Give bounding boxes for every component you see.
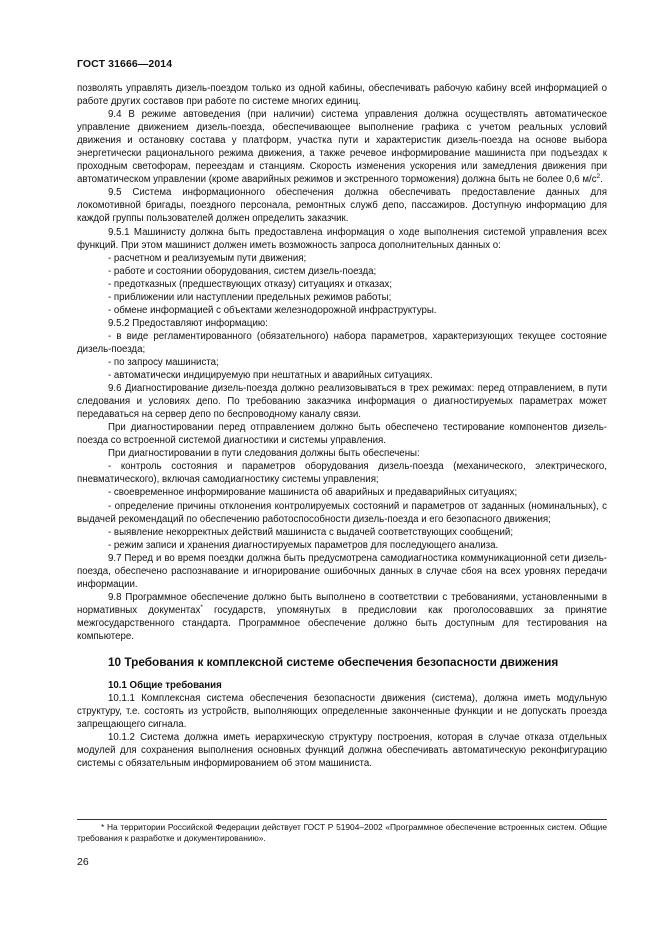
list-item: - расчетном и реализуемым пути движения; [108, 252, 307, 264]
paragraph-9-5: 9.5 Система информационного обеспечения должна обеспечивать предоставление данных для локомотивной бригады, поездного персонала, ремонтных служб депо, пассажиров. Доступную информацию для каждой группы пользователей должен определить заказчик. [77, 187, 607, 225]
superscript: 2 [596, 173, 601, 181]
paragraph-9-5-1: 9.5.1 Машинисту должна быть предоставлена информация о ходе выполнения системой управления всех функций. При этом машинист должен иметь возможность запроса дополнительных данных о: [77, 226, 607, 251]
paragraph: При диагностировании в пути следования должны быть обеспечены: [108, 448, 420, 460]
page-number: 26 [77, 856, 89, 868]
list-item: - определение причины отклонения контролируемых состояний и параметров от заданных (номинальных), с выдачей рекомендаций по обеспечению работоспособности дизель-поезда и его безопасного движения; [77, 500, 607, 525]
paragraph-9-5-2: 9.5.2 Предоставляют информацию: [108, 317, 268, 329]
document-body [77, 82, 607, 770]
document-header: ГОСТ 31666—2014 [77, 58, 173, 70]
paragraph-9-4: 9.4 В режиме автоведения (при наличии) система управления должна осуществлять автоматическое управление движением дизель-поезда, обеспечивающее выполнение графика с учетом реальных условий движения и остановку состава у платформ, участка пути и характеристик дизель-поезда на основе выбора энергетически рационального режима движения, а также речевое информирование машиниста при подъездах к проходным светофорам, переездам и станциям. Скорость изменения ускорения или замедления движения при автоматическом управлении (кроме аварийных режимов и экстренного торможения) должна быть не более 0,6 $м/с^2$. [77, 109, 607, 186]
paragraph: При диагностировании перед отправлением должно быть обеспечено тестирование компонентов дизель-поезда со встроенной системой диагностики и системы управления. [77, 422, 607, 447]
footnote-mark: * [200, 603, 203, 611]
list-item: - предотказных (предшествующих отказу) ситуациях и отказах; [108, 278, 393, 290]
subsection-title: 10.1 Общие требования [108, 680, 222, 692]
list-item: - по запросу машиниста; [108, 356, 219, 368]
footnote: * На территории Российской Федерации действует ГОСТ Р 51904–2002 «Программное обеспечение встроенных систем. Общие требования к разработке и документированию». [77, 822, 607, 844]
list-item: - режим записи и хранения диагностируемых параметров для последующего анализа. [108, 539, 499, 551]
list-item: - приближении или наступлении предельных режимов работы; [108, 291, 392, 303]
paragraph-10-1-1: 10.1.1 Комплексная система обеспечения безопасности движения (система), должна иметь модульную структуру, т.е. состоять из устройств, выполняющих определенные законченные функции и не допускать проезда запрещающего сигнала. [77, 693, 607, 731]
paragraph: позволять управлять дизель-поездом только из одной кабины, обеспечивать рабочую кабину всей информацией о работе других составов при работе по системе многих единиц. [77, 83, 607, 108]
list-item: - выявление некорректных действий машиниста с выдачей соответствующих сообщений; [108, 526, 514, 538]
paragraph-9-7: 9.7 Перед и во время поездки должна быть предусмотрена самодиагностика коммуникационной сети дизель-поезда, обеспечено распознавание и игнорирование ошибочных данных в случае сбоя на всех уровнях передачи информации. [77, 552, 607, 590]
list-item: - обмене информацией с объектами железнодорожной инфраструктуры. [108, 304, 437, 316]
list-item: - работе и состоянии оборудования, систем дизель-поезда; [108, 265, 377, 277]
paragraph-9-6: 9.6 Диагностирование дизель-поезда должно реализовываться в трех режимах: перед отправлением, в пути следования и условиях депо. По требованию заказчика информация о диагностируемых параметрах может передаваться на сервер депо по беспроводному каналу связи. [77, 383, 607, 421]
list-item: - контроль состояния и параметров оборудования дизель-поезда (механического, электрического, пневматического), включая самодиагностику системы управления; [77, 461, 607, 486]
list-item: - автоматически индицируемую при нештатных и аварийных ситуациях. [108, 370, 433, 382]
footnote-divider [77, 819, 607, 820]
paragraph-9-8: 9.8 Программное обеспечение должно быть выполнено в соответствии с требованиями, установленными в нормативных документах* государств, упомянутых в предисловии как проголосовавших за принятие межгосударственного стандарта. Программное обеспечение должно быть доступным для тестирования на компьютере. [77, 591, 607, 642]
paragraph-10-1-2: 10.1.2 Система должна иметь иерархическую структуру построения, которая в случае отказа отдельных модулей для сохранения выполнения основных функций должна обеспечивать автоматическую реконфигурацию системы с обязательным информированием об этом машиниста. [77, 732, 607, 770]
list-item: - своевременное информирование машиниста об аварийных и предаварийных ситуациях; [108, 487, 518, 499]
list-item: - в виде регламентированного (обязательного) набора параметров, характеризующих текущее состояние дизель-поезда; [77, 330, 607, 355]
section-title: 10 Требования к комплексной системе обеспечения безопасности движения [108, 655, 559, 670]
